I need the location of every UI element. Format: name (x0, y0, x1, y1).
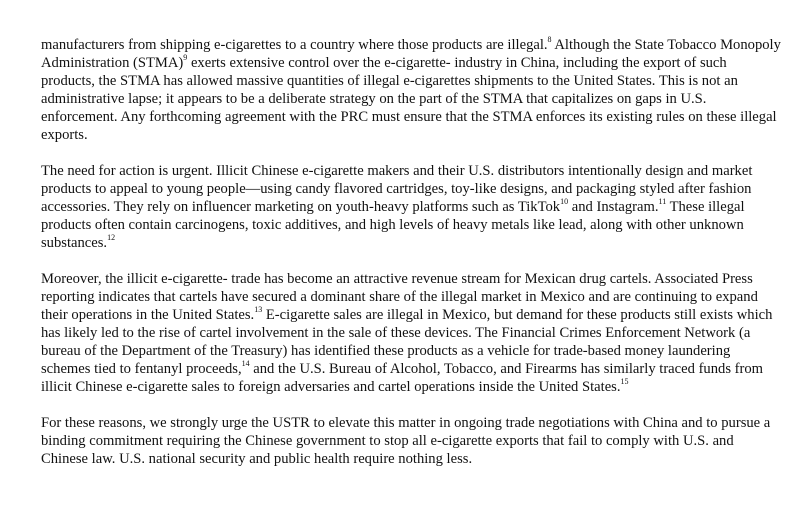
paragraph-stma-exports (41, 36, 781, 144)
footnote-ref-12: 12 (107, 233, 116, 243)
paragraph-text: manufacturers from shipping e-cigarettes to a country where those products are illegal. (41, 37, 548, 53)
paragraph-urgent-action (41, 162, 781, 252)
footnote-ref-9: 9 (183, 53, 188, 63)
footnote-ref-10: 10 (560, 197, 569, 207)
paragraph-text: Although the State Tobacco Monopoly Administration (STMA) (41, 37, 781, 71)
footnote-ref-15: 15 (620, 377, 629, 387)
paragraph-text: For these reasons, we strongly urge the USTR to elevate this matter in ongoing trade negotiations with China and to pursue a binding commitment requiring the Chinese government to stop all e-cigarette exports that fail to comply with U.S. and Chinese law. U.S. national security and public health require nothing less. (41, 415, 771, 467)
paragraph-text: These illegal products often contain carcinogens, toxic additives, and high levels of heavy metals like lead, along with other unknown substances. (41, 199, 745, 251)
footnote-ref-13: 13 (254, 305, 263, 315)
paragraph-text: and the U.S. Bureau of Alcohol, Tobacco, and Firearms has similarly traced funds from illicit Chinese e-cigarette sales to foreign adversaries and cartel operations inside the United States. (41, 361, 764, 395)
document-body (41, 36, 781, 468)
paragraph-text: exerts extensive control over the e-cigarette- industry in China, including the export of such products, the STMA has allowed massive quantities of illegal e-cigarettes shipments to the United States. This is not an administrative lapse; it appears to be a deliberate strategy on the part of the STMA that capitalizes on gaps in U.S. enforcement. Any forthcoming agreement with the PRC must ensure that the STMA enforces its existing rules on these illegal exports. (41, 55, 777, 143)
footnote-ref-8: 8 (547, 35, 552, 45)
footnote-ref-11: 11 (658, 197, 667, 207)
paragraph-text: Moreover, the illicit e-cigarette- trade has become an attractive revenue stream for Mexican drug cartels. Associated Press reporting indicates that cartels have secured a dominant share of the illegal market in Mexico and are continuing to expand their operations in the United States. (41, 271, 758, 323)
paragraph-conclusion (41, 414, 781, 468)
paragraph-text: E-cigarette sales are illegal in Mexico, but demand for these products still exists which has likely led to the rise of cartel involvement in the sale of these devices. The Financial Crimes Enforcement Network (a bureau of the Department of the Treasury) has identified these products as a vehicle for trade-based money laundering schemes tied to fentanyl proceeds, (41, 307, 773, 377)
paragraph-text: and Instagram. (568, 199, 659, 215)
footnote-ref-14: 14 (241, 359, 250, 369)
paragraph-cartels (41, 270, 781, 396)
paragraph-text: The need for action is urgent. Illicit Chinese e-cigarette makers and their U.S. distributors intentionally design and market products to appeal to young people—using candy flavored cartridges, toy-like designs, and packaging styled after fashion accessories. They rely on influencer marketing on youth-heavy platforms such as TikTok (41, 163, 753, 215)
